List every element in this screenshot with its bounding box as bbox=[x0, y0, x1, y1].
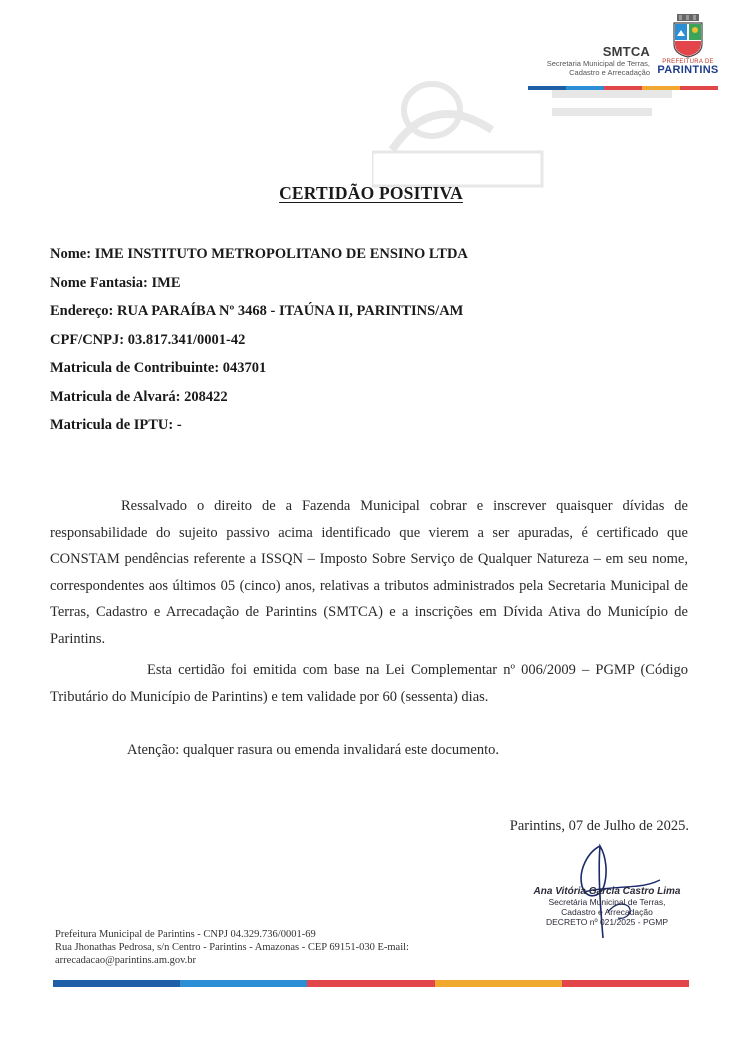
signature-block bbox=[532, 886, 682, 927]
signer-name: Ana Vitória Garcia Castro Lima bbox=[533, 886, 681, 897]
prefeitura-city: PARINTINS bbox=[657, 64, 719, 76]
signer-role-line1: Secretária Municipal de Terras, bbox=[548, 897, 666, 907]
footer-address bbox=[55, 928, 495, 967]
document-title: CERTIDÃO POSITIVA bbox=[279, 183, 463, 203]
field-nome: Nome: IME INSTITUTO METROPOLITANO DE ENSINO LTDA bbox=[50, 246, 468, 262]
field-matricula-alvara: Matricula de Alvará: 208422 bbox=[50, 388, 228, 405]
prefeitura-label: PREFEITURA DE bbox=[662, 59, 714, 65]
footer-bar-segment bbox=[53, 980, 180, 987]
body-paragraph-1: Ressalvado o direito de a Fazenda Municipal cobrar e inscrever quaisquer dívidas de responsabilidade do sujeito passivo acima identificado que vierem a ser apuradas, é certificado que CONSTAM pendências referente a ISSQN – Imposto Sobre Serviço de Qualquer Natureza – em seu nome, correspondentes aos últimos 05 (cinco) anos, relativas a tributos administrados pela Secretaria Municipal de Terras, Cadastro e Arrecadação de Parintins (SMTCA) e a inscrições em Dívida Ativa do Município de Parintins. bbox=[50, 498, 688, 647]
header-bar-segment bbox=[680, 86, 718, 90]
smtca-logo bbox=[522, 44, 650, 77]
signer-role-line2: Cadastro e Arrecadação bbox=[561, 907, 653, 917]
header-bar-segment bbox=[604, 86, 642, 90]
field-cpf-cnpj: CPF/CNPJ: 03.817.341/0001-42 bbox=[50, 331, 246, 348]
footer-line-email: arrecadacao@parintins.am.gov.br bbox=[55, 955, 197, 966]
field-matricula-contribuinte: Matricula de Contribuinte: 043701 bbox=[50, 360, 267, 376]
smtca-subtitle-line2: Cadastro e Arrecadação bbox=[569, 68, 650, 77]
footer-line-cnpj: Prefeitura Municipal de Parintins - CNPJ 04.329.736/0001-69 bbox=[55, 929, 316, 940]
field-matricula-iptu: Matricula de IPTU: - bbox=[50, 417, 182, 433]
footer-bar-segment bbox=[307, 980, 434, 987]
header-color-bar bbox=[528, 86, 718, 90]
footer-bar-segment bbox=[180, 980, 307, 987]
footer-bar-segment bbox=[435, 980, 562, 987]
taxpayer-fields bbox=[50, 244, 710, 444]
body-paragraph-2: Esta certidão foi emitida com base na Lei Complementar nº 006/2009 – PGMP (Código Tributário do Município de Parintins) e tem validade por 60 (sessenta) dias. bbox=[50, 662, 688, 705]
footer-color-bar bbox=[53, 980, 689, 987]
header-bar-segment bbox=[528, 86, 566, 90]
header-bar-segment bbox=[642, 86, 680, 90]
city-crest-icon bbox=[671, 14, 705, 58]
dateline: Parintins, 07 de Julho de 2025. bbox=[509, 818, 689, 834]
signer-decree: DECRETO nº 021/2025 - PGMP bbox=[546, 917, 668, 927]
body-paragraph-3: Atenção: qualquer rasura ou emenda invalidará este documento. bbox=[127, 742, 500, 758]
footer-line-address: Rua Jhonathas Pedrosa, s/n Centro - Parintins - Amazonas - CEP 69151-030 E-mail: bbox=[55, 942, 409, 953]
header-bar-segment bbox=[566, 86, 604, 90]
field-nome-fantasia: Nome Fantasia: IME bbox=[50, 274, 181, 291]
field-endereco: Endereço: RUA PARAÍBA Nº 3468 - ITAÚNA II, PARINTINS/AM bbox=[50, 303, 464, 319]
footer-bar-segment bbox=[562, 980, 689, 987]
smtca-name: SMTCA bbox=[602, 44, 650, 59]
smtca-subtitle-line1: Secretaria Municipal de Terras, bbox=[546, 59, 650, 68]
prefeitura-logo bbox=[652, 14, 724, 76]
